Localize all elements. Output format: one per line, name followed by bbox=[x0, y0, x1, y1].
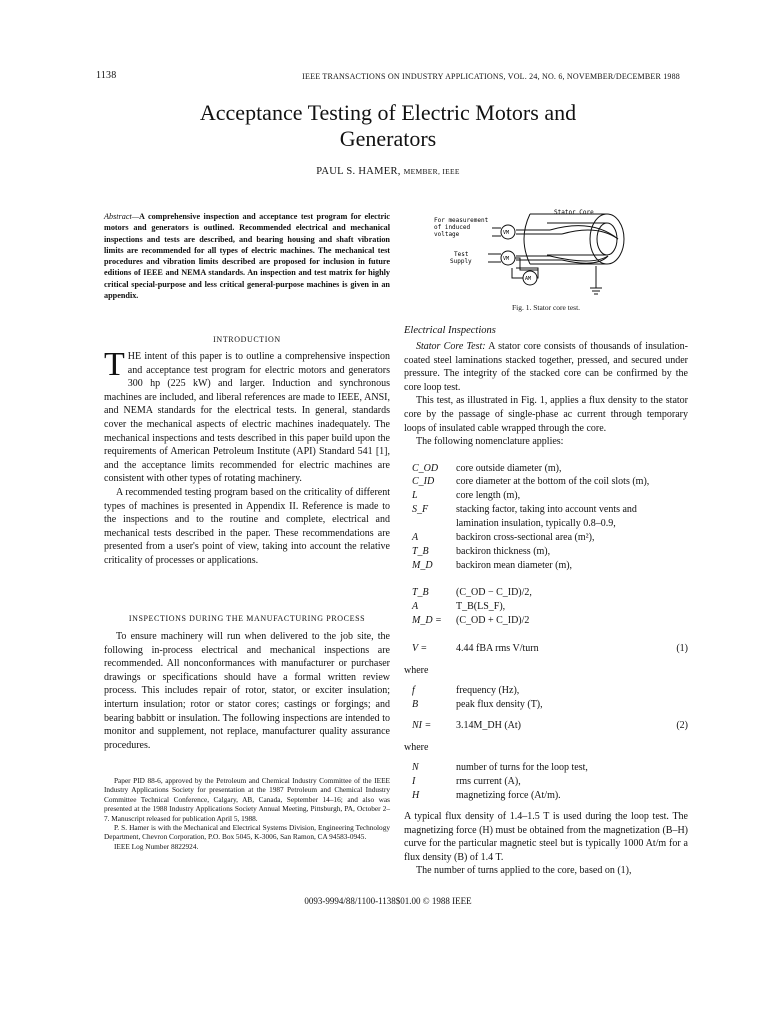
nomenclature-symbol: C_OD bbox=[412, 463, 439, 474]
closing-paragraph-2: The number of turns applied to the core, based on (1), bbox=[416, 865, 632, 877]
nomenclature-symbol: S_F bbox=[412, 504, 429, 515]
variable-symbol: N bbox=[412, 762, 419, 773]
stator-core-test-figure bbox=[432, 206, 632, 302]
variable-symbol: B bbox=[412, 699, 419, 710]
author-role: MEMBER, IEEE bbox=[403, 167, 460, 176]
equation-number: (2) bbox=[676, 720, 688, 731]
manufacturing-heading: INSPECTIONS DURING THE MANUFACTURING PROCESS bbox=[128, 614, 366, 623]
definition-rhs: (C_OD + C_ID)/2 bbox=[456, 615, 530, 626]
label-measurement-1: For measurement bbox=[434, 217, 489, 224]
nomenclature-desc: stacking factor, taking into account vents and bbox=[456, 504, 637, 515]
variable-desc: number of turns for the loop test, bbox=[456, 762, 588, 773]
where-label: where bbox=[404, 742, 429, 753]
variable-desc: rms current (A), bbox=[456, 776, 521, 787]
manufacturing-body bbox=[104, 630, 390, 752]
author-line bbox=[96, 166, 680, 177]
definition-lhs: A bbox=[412, 601, 419, 612]
footnote-paragraph-3: IEEE Log Number 8822924. bbox=[114, 841, 199, 851]
variable-desc: peak flux density (T), bbox=[456, 699, 543, 710]
equation-rhs: 3.14M_DH (At) bbox=[456, 720, 521, 731]
nomenclature-desc: lamination insulation, typically 0.8–0.9, bbox=[456, 518, 616, 529]
variable-symbol: I bbox=[412, 776, 416, 787]
footnote-paragraph-2: P. S. Hamer is with the Mechanical and Electrical Systems Division, Engineering Technology Department, Chevron Corporation, P.O. Box 5045, K-3006, San Ramon, CA 94583-0945. bbox=[104, 823, 390, 842]
am-meter-icon: AM bbox=[525, 276, 532, 282]
elec-paragraph-1 bbox=[404, 340, 688, 394]
nomenclature-symbol: L bbox=[412, 490, 418, 501]
drop-cap: T bbox=[104, 346, 125, 383]
definition-lhs: M_D = bbox=[412, 615, 442, 626]
equation-number: (1) bbox=[676, 643, 688, 654]
vm-meter-1-icon: VM bbox=[503, 230, 510, 236]
nomenclature-desc: backiron mean diameter (m), bbox=[456, 560, 573, 571]
definition-rhs: (C_OD − C_ID)/2, bbox=[456, 587, 532, 598]
intro-p1-text: HE intent of this paper is to outline a comprehensive inspection and acceptance test program for electric motors and generators 300 hp (225 kW) and larger. Induction and synchronous machines are included, and liberal references are made to IEEE, ANSI, and NEMA standards for the electrical tests. In general, standards cover the mechanical aspects of electric machines inadequately. The mechanical inspections and tests described in this paper build upon the requirements of American Petroleum Institute (API) Standard 541 [1], and the acceptance limits recommended for electric machines are consistent with other types of rotating machinery. bbox=[104, 351, 390, 485]
nomenclature-symbol: A bbox=[412, 532, 419, 543]
variable-desc: magnetizing force (At/m). bbox=[456, 790, 561, 801]
equation-lhs: NI = bbox=[412, 720, 432, 731]
author-name: PAUL S. HAMER, bbox=[316, 166, 401, 177]
flux-density-text bbox=[404, 810, 688, 878]
figure-caption: Fig. 1. Stator core test. bbox=[511, 303, 581, 312]
equation-rhs: 4.44 fBA rms V/turn bbox=[456, 643, 539, 654]
vm-meter-2-icon: VM bbox=[503, 256, 510, 262]
label-stator-core: Stator Core bbox=[554, 209, 594, 216]
nomenclature-desc: backiron cross-sectional area (m²), bbox=[456, 532, 595, 543]
first-page-footnote bbox=[104, 776, 390, 851]
variable-desc: frequency (Hz), bbox=[456, 685, 520, 696]
nomenclature-desc: core diameter at the bottom of the coil slots (m), bbox=[456, 476, 650, 487]
copyright-footer: 0093-9994/88/1100-1138$01.00 © 1988 IEEE bbox=[304, 896, 472, 906]
nomenclature-desc: core length (m), bbox=[456, 490, 521, 501]
electrical-inspections-body bbox=[404, 340, 688, 449]
label-measurement-2: of induced bbox=[434, 224, 471, 231]
label-test-2: Supply bbox=[450, 258, 472, 265]
introduction-body bbox=[104, 346, 390, 568]
equation-lhs: V = bbox=[412, 643, 428, 654]
variable-symbol: H bbox=[412, 790, 420, 801]
nomenclature-desc: backiron thickness (m), bbox=[456, 546, 551, 557]
nomenclature-list bbox=[404, 462, 692, 572]
abstract-text: A comprehensive inspection and acceptance test program for electric motors and generators is outlined. Recommended electrical and mechanical inspections and tests are described, and bearing housing and shaft vibration limits are recommended for all types of electric machines. The mechanical test procedures and vibration limits described are proposed for inclusion in future editions of IEEE and NEMA standards. An inspection and test matrix for highly critical special-purpose and less critical general-purpose machines is given in an appendix. bbox=[104, 212, 390, 301]
elec-p1-text: A stator core consists of thousands of insulation-coated steel laminations stacked together, pressed, and secured under pressure. The integrity of the stacked core can be confirmed by the core loop test. bbox=[404, 341, 688, 393]
nomenclature-desc: core outside diameter (m), bbox=[456, 463, 562, 474]
definition-lhs: T_B bbox=[412, 587, 429, 598]
intro-paragraph-1 bbox=[104, 346, 390, 486]
paper-title bbox=[96, 100, 680, 152]
definition-rhs: T_B(LS_F), bbox=[456, 601, 506, 612]
label-measurement-3: voltage bbox=[434, 231, 460, 238]
stator-core-drawing bbox=[488, 214, 624, 294]
intro-paragraph-2: A recommended testing program based on the criticality of different types of machines is presented in Appendix II. Reference is made to the inspections and to the routine and complete, electrical and mechanical tests described in the paper. These recommendations are presented from a user's point of view, taking into account the relative criticality of processes or applications. bbox=[104, 486, 390, 566]
stator-core-test-label: Stator Core Test: bbox=[416, 341, 486, 352]
abstract bbox=[104, 211, 390, 301]
journal-citation: IEEE TRANSACTIONS ON INDUSTRY APPLICATIONS, VOL. 24, NO. 6, NOVEMBER/DECEMBER 1988 bbox=[302, 72, 680, 81]
abstract-label: Abstract— bbox=[104, 212, 140, 221]
elec-paragraph-3: The following nomenclature applies: bbox=[416, 436, 564, 448]
variable-symbol: f bbox=[412, 685, 415, 696]
nomenclature-symbol: M_D bbox=[412, 560, 433, 571]
elec-paragraph-2: This test, as illustrated in Fig. 1, applies a flux density to the stator core by the passage of single-phase ac current through temporary loops of insulated cable wrapped through the core. bbox=[404, 395, 688, 434]
mfg-paragraph-1: To ensure machinery will run when delivered to the job site, the following in-process electrical and mechanical inspections are recommended. All nonconformances with manufacturer or purchaser drawings or specifications should have a formal written review process. This includes repair of rotor, stator, or exciter insulation; interturn insulation; rotor or stator cores; castings or forgings; and bearing babbitt or insulation. The following inspections are intended to monitor and supplement, not replace, manufacturer quality assurance procedures. bbox=[104, 631, 390, 751]
label-test-1: Test bbox=[454, 251, 469, 258]
nomenclature-symbol: T_B bbox=[412, 546, 429, 557]
electrical-inspections-heading: Electrical Inspections bbox=[404, 325, 496, 336]
closing-paragraph-1: A typical flux density of 1.4–1.5 T is used during the loop test. The magnetizing force (H) must be obtained from the magnetization (B–H) curve for the particular magnetic steel but is typically 1000 At/m for a flux density (B) of 1.4 T. bbox=[404, 811, 688, 863]
nomenclature-symbol: C_ID bbox=[412, 476, 435, 487]
introduction-heading: INTRODUCTION bbox=[213, 335, 281, 344]
title-line-2: Generators bbox=[339, 126, 437, 151]
title-line-1: Acceptance Testing of Electric Motors and bbox=[199, 100, 577, 125]
footnote-paragraph-1: Paper PID 88-6, approved by the Petroleum and Chemical Industry Committee of the IEEE Industry Applications Society for presentation at the 1987 Petroleum and Chemical Industry Committee Technical Conference, Calgary, AB, Canada, September 14–16; and also was presented at the 1988 Industry Applications Society Annual Meeting, Pittsburgh, PA, October 2–7. Manuscript released for publication April 5, 1988. bbox=[104, 776, 390, 823]
where-label: where bbox=[404, 665, 429, 676]
page-number: 1138 bbox=[96, 70, 117, 81]
